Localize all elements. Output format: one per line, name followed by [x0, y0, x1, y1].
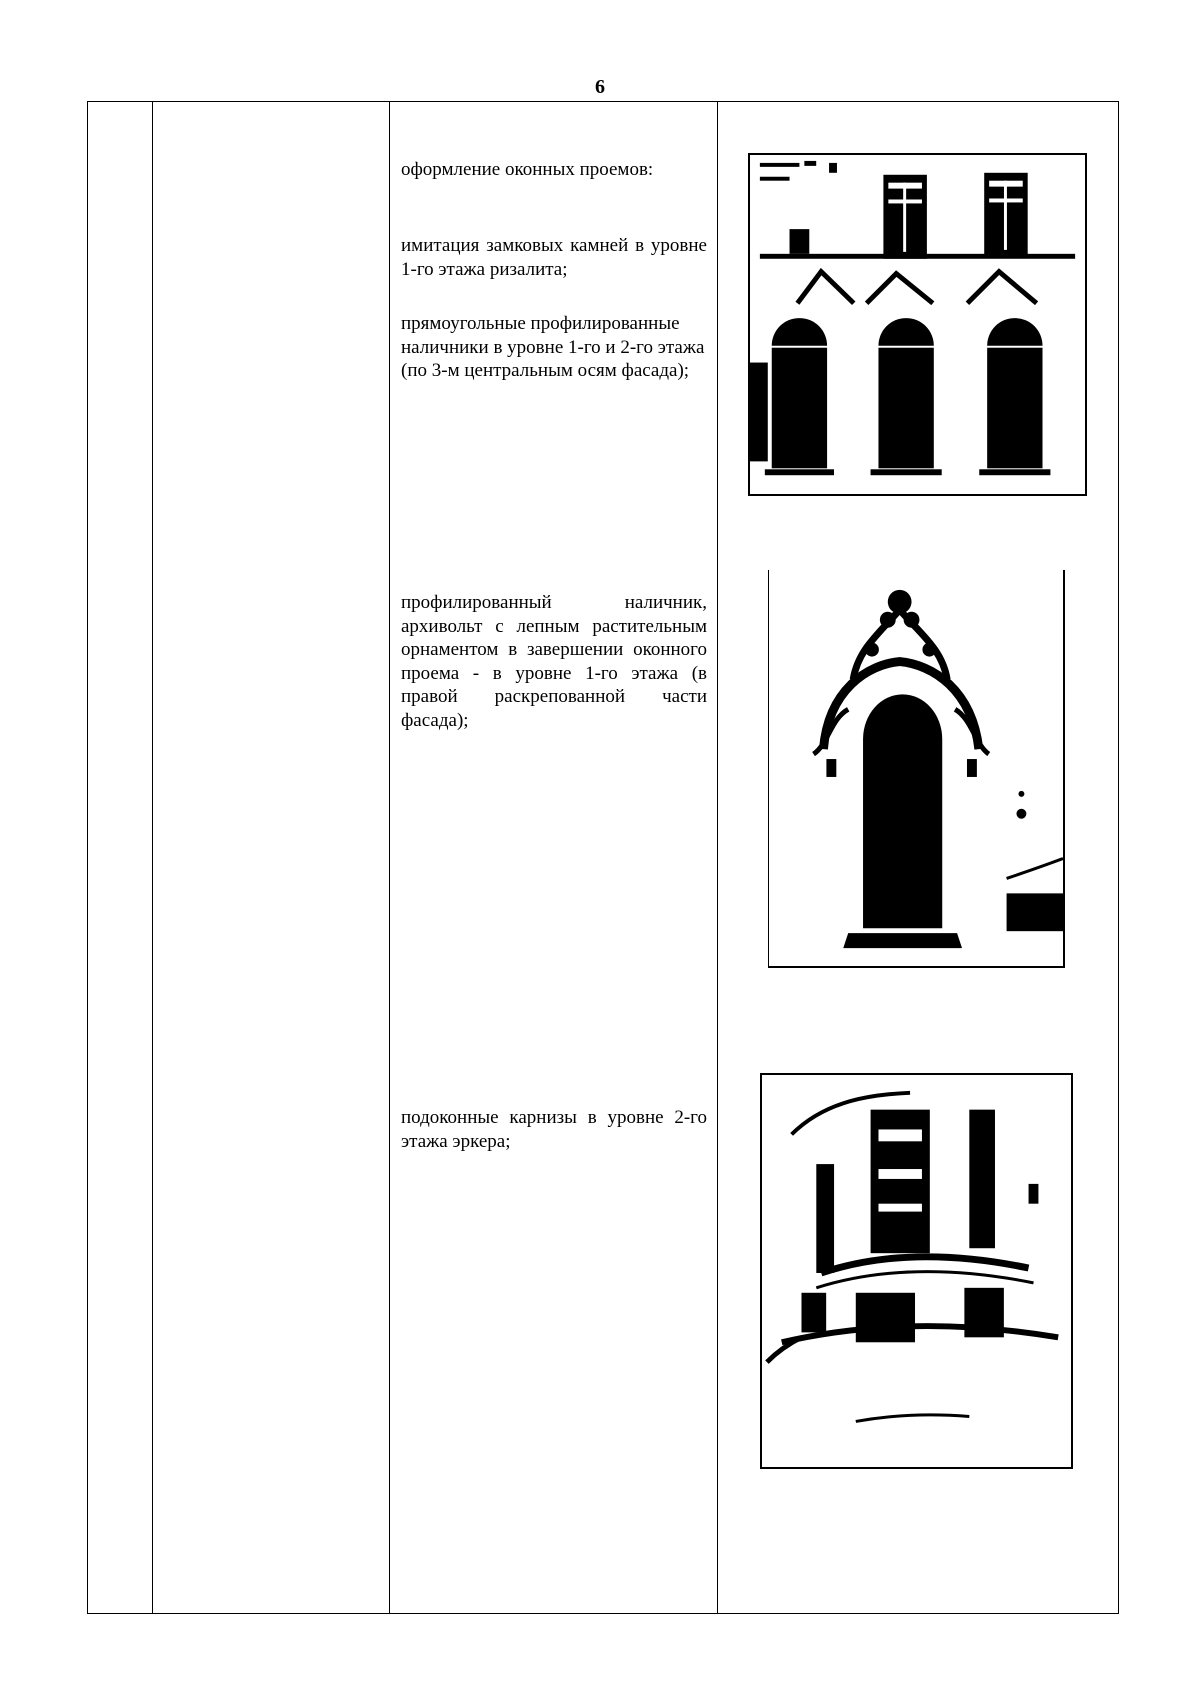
facade-windows-icon	[750, 155, 1085, 494]
sill-cornice-text: подоконные карнизы в уровне 2-го этажа эркера;	[401, 1107, 707, 1152]
arched-casing-text: профилированный наличник, архивольт с лепным растительным орнаментом в завершении оконного проема - в уровне 1-го этажа (в правой раскрепованной части фасада);	[401, 592, 707, 731]
column-divider-3	[717, 101, 718, 1614]
bay-window-icon	[762, 1075, 1071, 1467]
bay-window-photo	[760, 1073, 1073, 1469]
column-divider-2	[389, 101, 390, 1614]
facade-windows-photo	[748, 153, 1087, 496]
arched-window-photo	[768, 570, 1065, 968]
keystone-imitation-text: имитация замковых камней в уровне 1-го этажа ризалита;	[401, 235, 707, 280]
rectangular-casings-text: прямоугольные профилированные наличники в уровне 1-го и 2-го этажа (по 3-м центральным осям фасада);	[401, 313, 705, 381]
window-design-heading: оформление оконных проемов:	[401, 159, 654, 180]
column-divider-1	[152, 101, 153, 1614]
arched-window-icon	[769, 570, 1063, 966]
page-number: 6	[595, 76, 605, 98]
